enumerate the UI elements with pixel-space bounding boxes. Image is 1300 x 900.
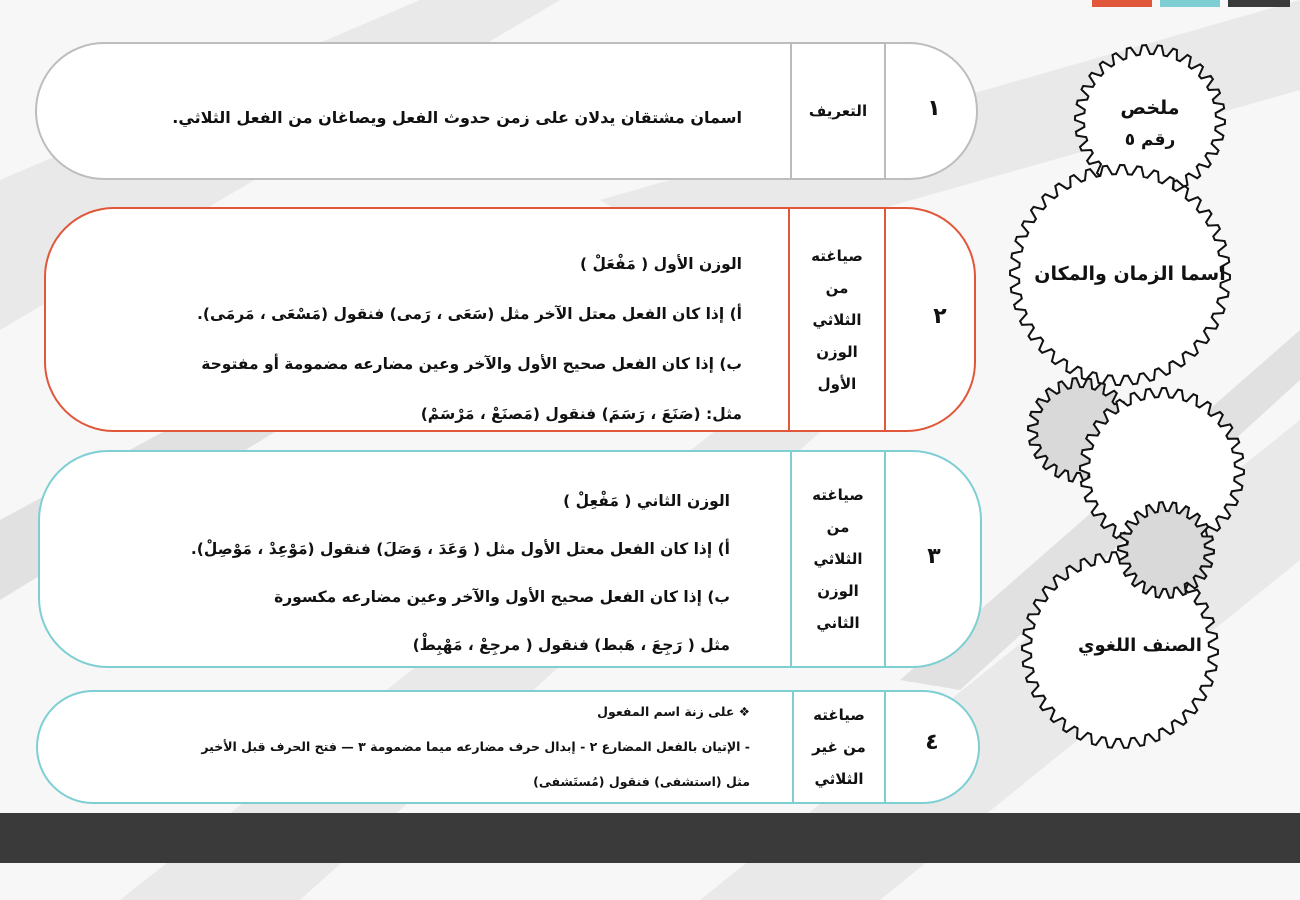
- footer-band: [0, 813, 1300, 863]
- row-number: ٣: [927, 544, 941, 569]
- row-number: ٤: [925, 730, 939, 755]
- row-label-non-triliteral: صياغته من غير الثلاثي: [792, 690, 886, 804]
- row-number: ١: [927, 96, 941, 121]
- summary-title: ملخص رقم ٥: [1120, 97, 1180, 150]
- row-label-first-form: صياغته من الثلاثي الوزن الأول: [788, 207, 886, 432]
- top-bar-orange: [1092, 0, 1152, 7]
- row-number: ٢: [933, 304, 947, 329]
- row-content-definition: اسمان مشتقان يدلان على زمن حدوث الفعل ويصاغان من الفعل الثلاثي.: [172, 108, 742, 127]
- top-bar-dark: [1228, 0, 1290, 7]
- category-title: الصنف اللغوي: [1078, 635, 1202, 656]
- row-label-definition: التعريف: [790, 42, 886, 180]
- row-content-non-triliteral: ❖ على زنة اسم المفعول - الإتيان بالفعل المضارع ٢ - إبدال حرف مضارعه ميما مضمومة ٣ — فتح الحرف قبل الأخير مثل (استشفى) فنقول (مُستَشفى): [201, 704, 750, 789]
- row-label-second-form: صياغته من الثلاثي الوزن الثاني: [790, 450, 886, 668]
- top-bar-teal: [1160, 0, 1220, 7]
- row-content-first-form: الوزن الأول ( مَفْعَلْ ) أ) إذا كان الفعل معتل الآخر مثل (سَعَى ، رَمى) فنقول (مَسْعَى ، مَرمَى). ب) إذا كان الفعل صحيح الأول والآخر وعين مضارعه مضمومة أو مفتوحة مثل: (صَنَعَ ، رَسَمَ) فنقول (مَصنَعْ ، مَرْسَمْ): [197, 255, 742, 423]
- row-content-second-form: الوزن الثاني ( مَفْعِلْ ) أ) إذا كان الفعل معتل الأول مثل ( وَعَدَ ، وَصَلَ) فنقول (مَوْعِدْ ، مَوْصِلْ). ب) إذا كان الفعل صحيح الأول والآخر وعين مضارعه مكسورة مثل ( رَجِعَ ، هَبط) فنقول ( مرجِعْ ، مَهْبِطْ): [190, 492, 730, 654]
- topic-title: اسما الزمان والمكان: [1034, 263, 1226, 285]
